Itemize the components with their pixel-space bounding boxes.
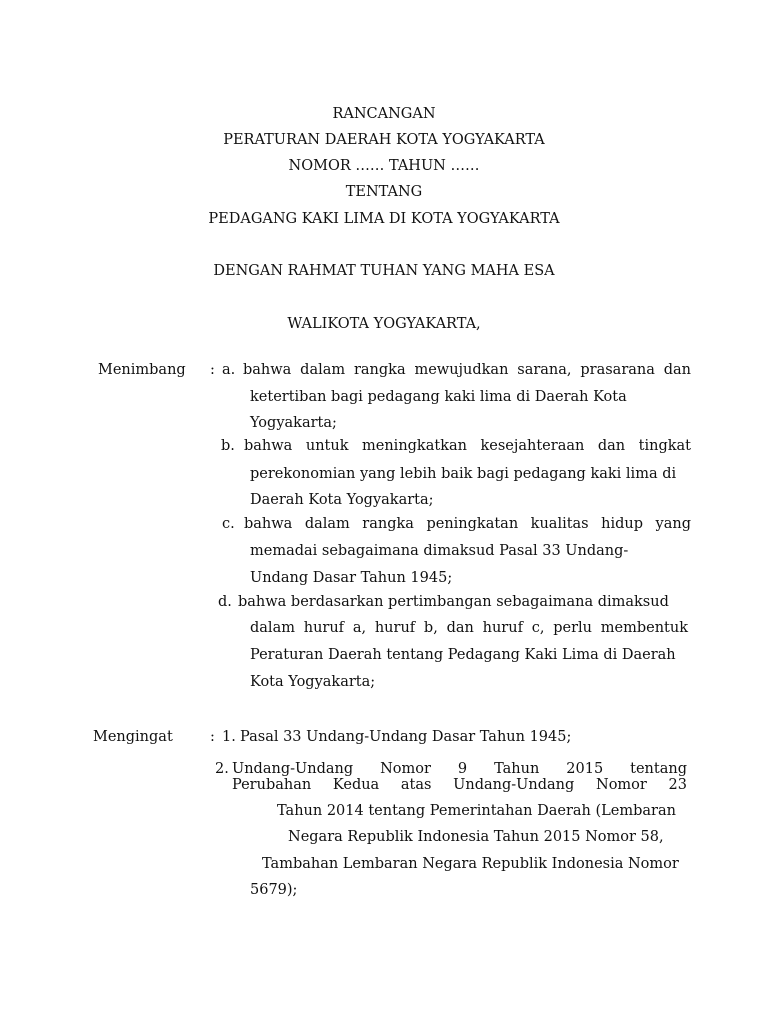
mengingat-item-2-line: Negara Republik Indonesia Tahun 2015 Nomor 58, [288, 829, 664, 845]
menimbang-item-a-line: bahwa dalam rangka mewujudkan sarana, prasarana dan [243, 362, 691, 378]
menimbang-label: Menimbang [98, 362, 186, 378]
menimbang-item-b-line: bahwa untuk meningkatkan kesejahteraan dan tingkat [244, 438, 691, 454]
title-rancangan: RANCANGAN [332, 106, 436, 122]
menimbang-item-c-marker: c. [222, 516, 235, 532]
menimbang-item-d-line: bahwa berdasarkan pertimbangan sebagaimana dimaksud [238, 594, 669, 610]
menimbang-item-d-line: dalam huruf a, huruf b, dan huruf c, perlu membentuk [250, 620, 688, 636]
title-peraturan: PERATURAN DAERAH KOTA YOGYAKARTA [223, 132, 545, 148]
menimbang-item-a-marker: a. [222, 362, 236, 378]
blessing-line: DENGAN RAHMAT TUHAN YANG MAHA ESA [213, 263, 555, 279]
mengingat-item-2-line: Tambahan Lembaran Negara Republik Indonesia Nomor [262, 856, 679, 872]
mengingat-item-2-line: 5679); [250, 882, 298, 898]
menimbang-item-c-line: Undang Dasar Tahun 1945; [250, 570, 453, 586]
mengingat-item-2-line: Tahun 2014 tentang Pemerintahan Daerah (Lembaran [277, 803, 676, 819]
title-subject: PEDAGANG KAKI LIMA DI KOTA YOGYAKARTA [208, 211, 560, 227]
menimbang-item-b-marker: b. [221, 438, 235, 454]
menimbang-item-b-line: perekonomian yang lebih baik bagi pedagang kaki lima di [250, 466, 677, 482]
mengingat-item-2-marker: 2. [215, 761, 229, 777]
menimbang-item-d-marker: d. [218, 594, 232, 610]
mengingat-item-2-line: Undang-Undang Nomor 9 Tahun 2015 tentang [232, 761, 687, 777]
mengingat-item-1-marker: 1. [222, 729, 236, 745]
mengingat-item-2-line: Perubahan Kedua atas Undang-Undang Nomor 23 [232, 777, 687, 793]
mengingat-colon: : [210, 729, 215, 745]
menimbang-item-b-line: Daerah Kota Yogyakarta; [250, 492, 434, 508]
menimbang-item-d-line: Peraturan Daerah tentang Pedagang Kaki Lima di Daerah [250, 647, 676, 663]
menimbang-item-d-line: Kota Yogyakarta; [250, 674, 376, 690]
menimbang-colon: : [210, 362, 215, 378]
title-tentang: TENTANG [345, 184, 423, 200]
menimbang-item-a-line: Yogyakarta; [250, 415, 337, 431]
mengingat-label: Mengingat [93, 729, 173, 745]
mengingat-item-1-line: Pasal 33 Undang-Undang Dasar Tahun 1945; [240, 729, 572, 745]
menimbang-item-c-line: bahwa dalam rangka peningkatan kualitas hidup yang [244, 516, 691, 532]
authority-line: WALIKOTA YOGYAKARTA, [287, 316, 481, 332]
title-nomor: NOMOR …… TAHUN …… [288, 158, 480, 174]
menimbang-item-c-line: memadai sebagaimana dimaksud Pasal 33 Undang- [250, 543, 629, 559]
menimbang-item-a-line: ketertiban bagi pedagang kaki lima di Daerah Kota [250, 389, 627, 405]
